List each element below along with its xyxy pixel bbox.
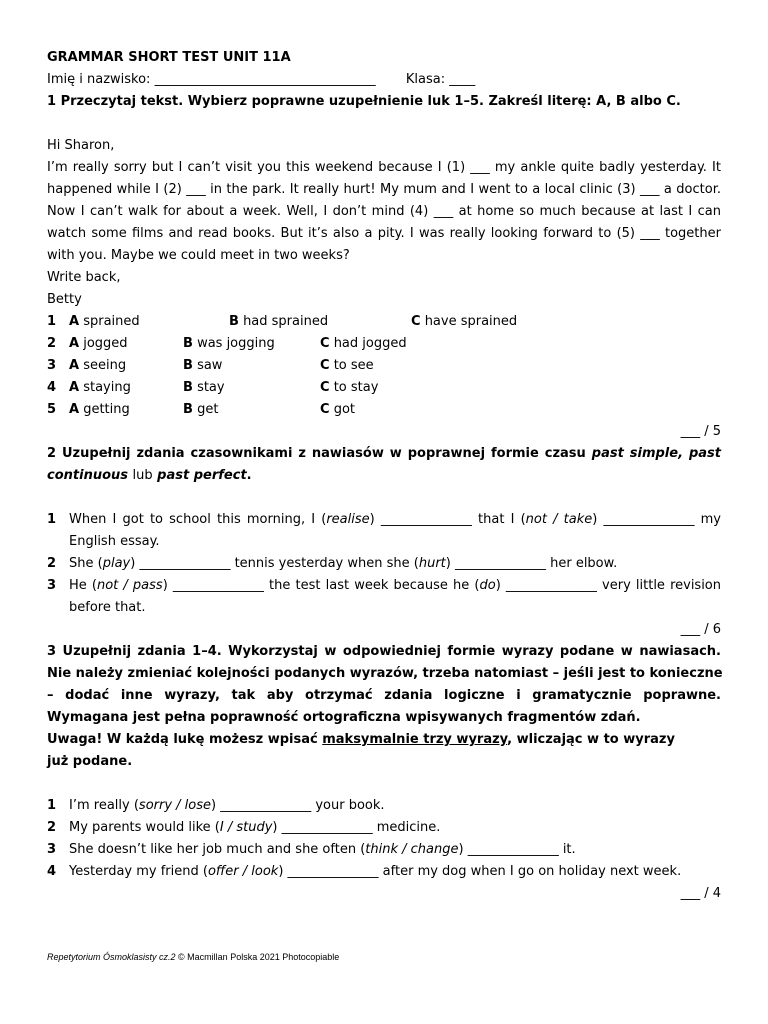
- option-row: [47, 377, 721, 399]
- option-b[interactable]: B stay: [183, 380, 225, 395]
- option-c[interactable]: C got: [320, 402, 355, 417]
- option-c[interactable]: C to stay: [320, 380, 379, 395]
- question-number: 2: [47, 336, 57, 351]
- exercise-item-cont: before that.: [69, 600, 146, 615]
- exercise-item: [47, 509, 721, 531]
- section3-note: Uwaga! W każdą lukę możesz wpisać maksymalnie trzy wyrazy, wliczając w to wyrazy: [47, 732, 675, 747]
- item-number: 3: [47, 578, 57, 593]
- letter-closing: Write back,: [47, 270, 121, 285]
- exercise-item: [47, 861, 721, 883]
- letter-line-2: happened while I (2) ___ in the park. It really hurt! My mum and I went to a local clinic (3) ___ a doctor.: [47, 182, 721, 197]
- exercise-item: [47, 553, 721, 575]
- item-text: My parents would like (I / study) ______________ medicine.: [69, 820, 441, 835]
- section1-instruction: 1 Przeczytaj tekst. Wybierz poprawne uzupełnienie luk 1–5. Zakreśl literę: A, B albo C.: [47, 94, 681, 109]
- item-text: He (not / pass) ______________ the test last week because he (do) ______________ very little revision: [69, 578, 722, 593]
- section2-score: ___ / 6: [680, 622, 721, 637]
- item-number: 3: [47, 842, 57, 857]
- option-row: [47, 311, 721, 333]
- section3-instruction-line2: Nie należy zmieniać kolejności podanych wyrazów, trzeba natomiast – jeśli jest to konieczne: [47, 666, 723, 681]
- item-number: 4: [47, 864, 57, 879]
- option-row: [47, 355, 721, 377]
- section2-instruction-line2: continuous lub past perfect.: [47, 468, 252, 483]
- item-text: She doesn’t like her job much and she often (think / change) ______________ it.: [69, 842, 576, 857]
- option-c[interactable]: C have sprained: [411, 314, 518, 329]
- question-number: 4: [47, 380, 57, 395]
- page-title: GRAMMAR SHORT TEST UNIT 11A: [47, 50, 291, 65]
- section3-score: ___ / 4: [680, 886, 721, 901]
- item-number: 1: [47, 512, 57, 527]
- item-number: 2: [47, 556, 57, 571]
- option-a[interactable]: A jogged: [69, 336, 128, 351]
- question-number: 5: [47, 402, 57, 417]
- item-number: 2: [47, 820, 57, 835]
- exercise-item: [47, 575, 721, 597]
- section1-score: ___ / 5: [680, 424, 721, 439]
- exercise-item: [47, 839, 721, 861]
- item-text: When I got to school this morning, I (realise) ______________ that I (not / take) ______________ my: [69, 512, 721, 527]
- section3-instruction-line3: – dodać inne wyrazy, tak aby otrzymać zdania logiczne i gramatycznie poprawne.: [47, 688, 721, 703]
- exercise-item-cont: English essay.: [69, 534, 160, 549]
- option-a[interactable]: A seeing: [69, 358, 127, 373]
- option-b[interactable]: B was jogging: [183, 336, 275, 351]
- option-b[interactable]: B had sprained: [229, 314, 329, 329]
- question-number: 1: [47, 314, 57, 329]
- page-footer: Repetytorium Ósmoklasisty cz.2 © Macmillan Polska 2021 Photocopiable: [47, 952, 340, 962]
- letter-line-4: watch some films and read books. But it’s also a pity. I was really looking forward to (5) ___ together: [47, 226, 721, 241]
- name-class-line: [47, 69, 475, 91]
- option-a[interactable]: A staying: [69, 380, 131, 395]
- letter-line-3: Now I can’t walk for about a week. Well, I don’t mind (4) ___ at home so much because at last I can: [47, 204, 721, 219]
- exercise-item: [47, 817, 721, 839]
- option-a[interactable]: A getting: [69, 402, 130, 417]
- option-c[interactable]: C to see: [320, 358, 374, 373]
- item-text: Yesterday my friend (offer / look) ______________ after my dog when I go on holiday next week.: [69, 864, 682, 879]
- question-number: 3: [47, 358, 57, 373]
- section3-note-end: już podane.: [47, 754, 133, 769]
- option-row: [47, 399, 721, 421]
- option-b[interactable]: B get: [183, 402, 219, 417]
- option-a[interactable]: A sprained: [69, 314, 140, 329]
- name-field[interactable]: __________________________________: [154, 72, 376, 87]
- letter-greeting: Hi Sharon,: [47, 138, 115, 153]
- item-text: I’m really (sorry / lose) ______________ your book.: [69, 798, 385, 813]
- option-c[interactable]: C had jogged: [320, 336, 407, 351]
- letter-line-1: I’m really sorry but I can’t visit you this weekend because I (1) ___ my ankle quite badly yesterday. It: [47, 160, 721, 175]
- item-text: She (play) ______________ tennis yesterday when she (hurt) ______________ her elbow.: [69, 556, 618, 571]
- item-number: 1: [47, 798, 57, 813]
- name-label: Imię i nazwisko:: [47, 72, 151, 87]
- class-field[interactable]: ____: [449, 72, 476, 87]
- section2-instruction-line1: 2 Uzupełnij zdania czasownikami z nawiasów w poprawnej formie czasu past simple, past: [47, 446, 722, 461]
- class-label: Klasa:: [405, 72, 446, 87]
- section3-instruction-line4: Wymagana jest pełna poprawność ortograficzna wpisywanych fragmentów zdań.: [47, 710, 641, 725]
- exercise-item: [47, 795, 721, 817]
- letter-line-5: with you. Maybe we could meet in two weeks?: [47, 248, 350, 263]
- letter-signature: Betty: [47, 292, 82, 307]
- section3-instruction-line1: 3 Uzupełnij zdania 1–4. Wykorzystaj w odpowiedniej formie wyrazy podane w nawiasach.: [47, 644, 721, 659]
- option-row: [47, 333, 721, 355]
- option-b[interactable]: B saw: [183, 358, 223, 373]
